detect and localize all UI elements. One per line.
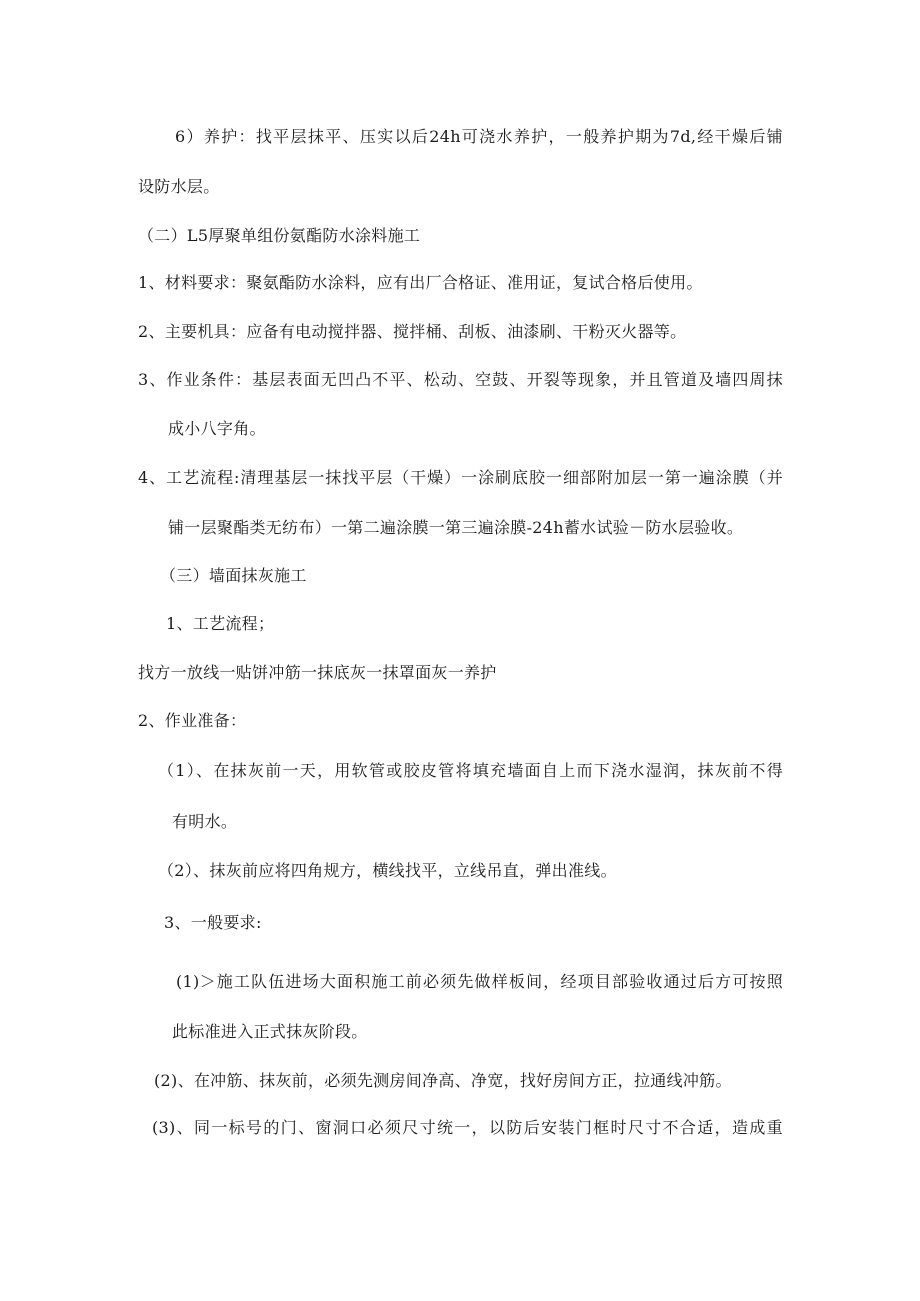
req-item-1-line-2: 此标准进入正式抹灰阶段。 xyxy=(172,1022,368,1041)
prep-item-1-line-2: 有明水。 xyxy=(172,812,238,831)
section-heading-2: （二）L5厚聚单组份氨酯防水涂料施工 xyxy=(138,226,421,245)
req-item-2: (2)、在冲筋、抹灰前，必须先测房间净高、净宽，找好房间方正，拉通线冲筋。 xyxy=(154,1071,732,1090)
req-item-3-line-1: (3)、同一标号的门、窗洞口必须尺寸统一，以防后安装门框时尺寸不合适，造成重 xyxy=(152,1118,783,1137)
prep-item-2: （2）、抹灰前应将四角规方，横线找平，立线吊直，弹出准线。 xyxy=(158,861,617,880)
item-general-requirements-heading: 3、一般要求: xyxy=(164,913,262,932)
paragraph-curing-line-2: 设防水层。 xyxy=(138,177,220,196)
item-work-conditions-line-1: 3、作业条件：基层表面无凹凸不平、松动、空鼓、开裂等现象，并且管道及墙四周抹 xyxy=(138,370,783,389)
item-material-requirements: 1、材料要求：聚氨酯防水涂料，应有出厂合格证、准用证，复试合格后使用。 xyxy=(138,273,703,292)
item-process-flow-line-2: 铺一层聚酯类无纺布）一第二遍涂膜一第三遍涂膜-24h蓄水试验－防水层验收。 xyxy=(168,518,744,537)
item-main-tools: 2、主要机具：应备有电动搅拌器、搅拌桶、刮板、油漆刷、干粉灭火器等。 xyxy=(138,322,687,341)
item-work-conditions-line-2: 成小八字角。 xyxy=(168,419,266,438)
section-heading-3: （三）墙面抹灰施工 xyxy=(160,566,307,585)
item-work-preparation-heading: 2、作业准备： xyxy=(138,711,247,730)
prep-item-1-line-1: （1）、在抹灰前一天，用软管或胶皮管将填充墙面自上而下浇水湿润，抹灰前不得 xyxy=(158,761,783,780)
req-item-1-line-1: (1)＞施工队伍进场大面积施工前必须先做样板间，经项目部验收通过后方可按照 xyxy=(176,972,783,991)
item-process-flow-heading: 1、工艺流程； xyxy=(166,614,275,633)
process-flow-steps: 找方一放线一贴饼冲筋一抹底灰一抹罩面灰一养护 xyxy=(138,663,497,682)
paragraph-curing-line-1: 6）养护：找平层抹平、压实以后24h可浇水养护，一般养护期为7d,经干燥后铺 xyxy=(175,127,783,146)
item-process-flow-line-1: 4、工艺流程:清理基层一抹找平层（干燥）一涂刷底胶一细部附加层一第一遍涂膜（并 xyxy=(138,468,783,487)
